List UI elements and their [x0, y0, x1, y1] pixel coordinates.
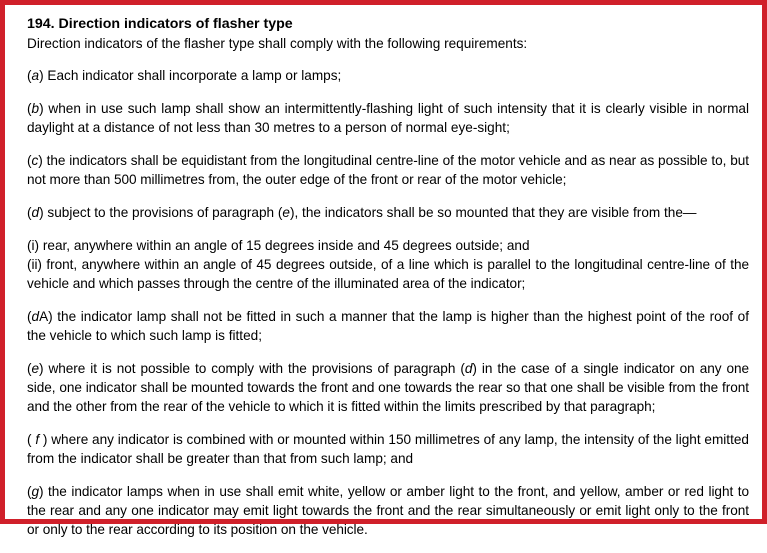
clause-letter: e: [31, 361, 39, 376]
clause-e: (e) where it is not possible to comply with the provisions of paragraph (d) in the case of a single indicator on any one side, one indicator shall be mounted towards the front and one towards the rear so that one shall be visible from the front and the other from the rear of the vehicle to which it is fitted within the limits prescribed by that paragraph;: [27, 361, 750, 414]
document-body: [27, 15, 749, 553]
clause-dA: (dA) the indicator lamp shall not be fitted in such a manner that the lamp is higher than the highest point of the roof of the vehicle to which such lamp is fitted;: [27, 309, 749, 343]
clause-text: where it is not possible to comply with the provisions of paragraph (: [43, 361, 465, 376]
subclause-i: (i) rear, anywhere within an angle of 15 degrees inside and 45 degrees outside; and: [27, 238, 530, 253]
clause-text: the indicators shall be equidistant from the longitudinal centre-line of the motor vehicle and as near as possible to, but not more than 500 millimetres from, the outer edge of the front or rear of the motor vehicle;: [27, 153, 749, 187]
clause-text: where any indicator is combined with or mounted within 150 millimetres of any lamp, the intensity of the light emitted from the indicator shall be greater than that from such lamp; and: [27, 432, 749, 466]
clause-b: (b) when in use such lamp shall show an intermittently-flashing light of such intensity that it is clearly visible in normal daylight at a distance of not less than 30 metres to a person of normal eye-sight;: [27, 101, 749, 135]
clause-text: the indicator lamps when in use shall emit white, yellow or amber light to the front, and yellow, amber or red light to the rear and any one indicator may emit light towards the front and the rear simultaneously or emit light only to the front or only to the rear according to its position on the vehicle.: [27, 484, 749, 537]
clause-a: (a) Each indicator shall incorporate a lamp or lamps;: [27, 68, 342, 83]
clause-letter: g: [31, 484, 39, 499]
clause-letter: f: [35, 432, 40, 447]
clause-text: ), the indicators shall be so mounted that they are visible from the—: [289, 205, 697, 220]
clause-d: (d) subject to the provisions of paragraph (e), the indicators shall be so mounted that they are visible from the—: [27, 205, 697, 220]
clause-text: Each indicator shall incorporate a lamp or lamps;: [43, 68, 342, 83]
clause-g: (g) the indicator lamps when in use shall emit white, yellow or amber light to the front, and yellow, amber or red light to the rear and any one indicator may emit light towards the front and the rear simultaneously or emit light only to the front or only to the rear according to its position on the vehicle.: [27, 484, 749, 537]
section-heading: 194. Direction indicators of flasher type: [27, 16, 293, 32]
clause-text: ) in the case of a single indicator on any one side, one indicator shall be mounted towards the front and one towards the rear so that one shall be visible from the front and the other from the rear of the vehicle to which it is fitted within the limits prescribed by that paragraph;: [27, 361, 750, 414]
paragraph-reference: d: [464, 361, 473, 376]
clause-c: (c) the indicators shall be equidistant from the longitudinal centre-line of the motor vehicle and as near as possible to, but not more than 500 millimetres from, the outer edge of the front or rear of the motor vehicle;: [27, 153, 749, 187]
clause-d-sublist: [27, 236, 749, 293]
subclause-ii: (ii) front, anywhere within an angle of 45 degrees outside, of a line which is parallel to the longitudinal centre-line of the vehicle and which passes through the centre of the illuminated area of the indicator;: [27, 257, 749, 291]
paragraph-reference: e: [282, 205, 290, 220]
clause-letter: a: [31, 68, 40, 83]
clause-text: when in use such lamp shall show an intermittently-flashing light of such intensity that it is clearly visible in normal daylight at a distance of not less than 30 metres to a person of normal eye-sight;: [27, 101, 749, 135]
clause-letter: c: [31, 153, 39, 168]
clause-f: ( f ) where any indicator is combined with or mounted within 150 millimetres of any lamp, the intensity of the light emitted from the indicator shall be greater than that from such lamp; and: [27, 432, 749, 466]
clause-text: the indicator lamp shall not be fitted in such a manner that the lamp is higher than the highest point of the roof of the vehicle to which such lamp is fitted;: [27, 309, 749, 343]
section-intro: Direction indicators of the flasher type shall comply with the following requirements:: [27, 36, 528, 51]
clause-letter: d: [31, 205, 40, 220]
clause-letter: b: [31, 101, 40, 116]
clause-letter: d: [31, 309, 40, 324]
clause-text: subject to the provisions of paragraph (: [43, 205, 283, 220]
